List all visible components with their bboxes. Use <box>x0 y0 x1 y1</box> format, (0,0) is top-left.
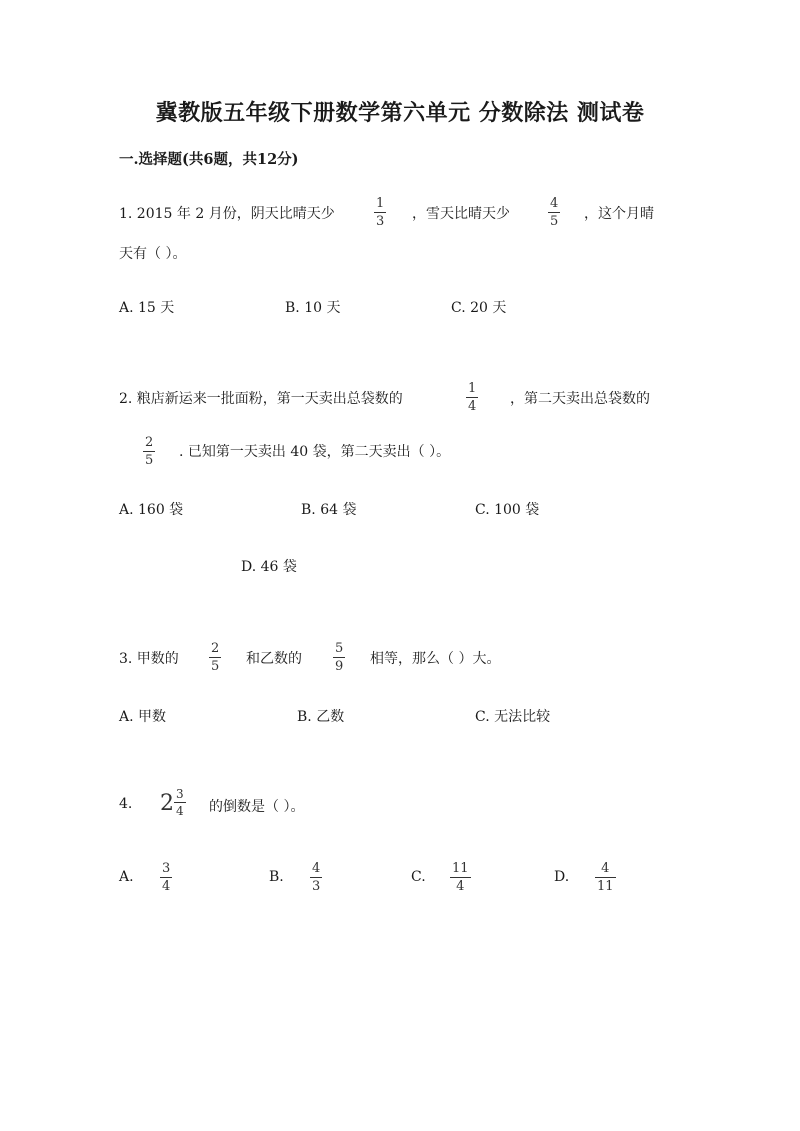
section-heading: 一.选择题(共6题，共12分) <box>119 151 299 168</box>
option-fraction: 3 4 <box>162 861 171 894</box>
question-3-text-part3: 相等，那么（ ）大。 <box>370 651 501 667</box>
option-fraction: 4 11 <box>597 861 614 894</box>
question-3-fraction-1: 2 5 <box>211 641 220 674</box>
question-2-option-d[interactable]: D. 46 袋 <box>241 559 297 575</box>
question-1-option-b[interactable]: B. 10 天 <box>285 300 341 316</box>
page-title: 冀教版五年级下册数学第六单元 分数除法 测试卷 <box>155 100 645 126</box>
question-1-fraction-2: 4 5 <box>550 196 559 229</box>
question-1-text-part3: ，这个月晴 <box>584 206 654 222</box>
option-fraction: 4 3 <box>312 861 321 894</box>
question-2-option-a[interactable]: A. 160 袋 <box>119 502 184 518</box>
question-1-text-line2: 天有（ ）。 <box>119 246 187 262</box>
question-2-text-part1: 2. 粮店新运来一批面粉，第一天卖出总袋数的 <box>119 391 403 407</box>
question-4-mixed-fraction: 3 4 <box>176 787 184 818</box>
question-2-fraction-2: 2 5 <box>145 435 154 468</box>
question-2-option-c[interactable]: C. 100 袋 <box>475 502 540 518</box>
question-3-fraction-2: 5 9 <box>335 641 344 674</box>
question-1-fraction-1: 1 3 <box>376 196 385 229</box>
option-label: D. <box>554 869 570 885</box>
question-3-option-c[interactable]: C. 无法比较 <box>475 709 551 725</box>
question-1-option-a[interactable]: A. 15 天 <box>119 300 175 316</box>
question-2-option-b[interactable]: B. 64 袋 <box>301 502 357 518</box>
option-label: A. <box>119 869 134 885</box>
question-1-text-part1: 1. 2015 年 2 月份，阴天比晴天少 <box>119 206 335 222</box>
option-fraction: 11 4 <box>452 861 469 894</box>
question-3-option-b[interactable]: B. 乙数 <box>297 709 345 725</box>
option-label: C. <box>411 869 426 885</box>
question-3-text-part2: 和乙数的 <box>246 651 302 667</box>
question-4-text-part2: 的倒数是（ ）。 <box>209 799 305 815</box>
question-4-mixed-whole: 2 <box>160 791 174 816</box>
question-2-text-line2: . 已知第一天卖出 40 袋，第二天卖出（ ）。 <box>179 444 451 460</box>
option-label: B. <box>269 869 284 885</box>
question-1-text-part2: ，雪天比晴天少 <box>412 206 510 222</box>
question-2-text-part2: ，第二天卖出总袋数的 <box>510 391 650 407</box>
question-4-number: 4. <box>119 796 133 812</box>
question-3-text-part1: 3. 甲数的 <box>119 651 179 667</box>
question-1-option-c[interactable]: C. 20 天 <box>451 300 507 316</box>
question-3-option-a[interactable]: A. 甲数 <box>119 709 167 725</box>
question-2-fraction-1: 1 4 <box>468 381 477 414</box>
